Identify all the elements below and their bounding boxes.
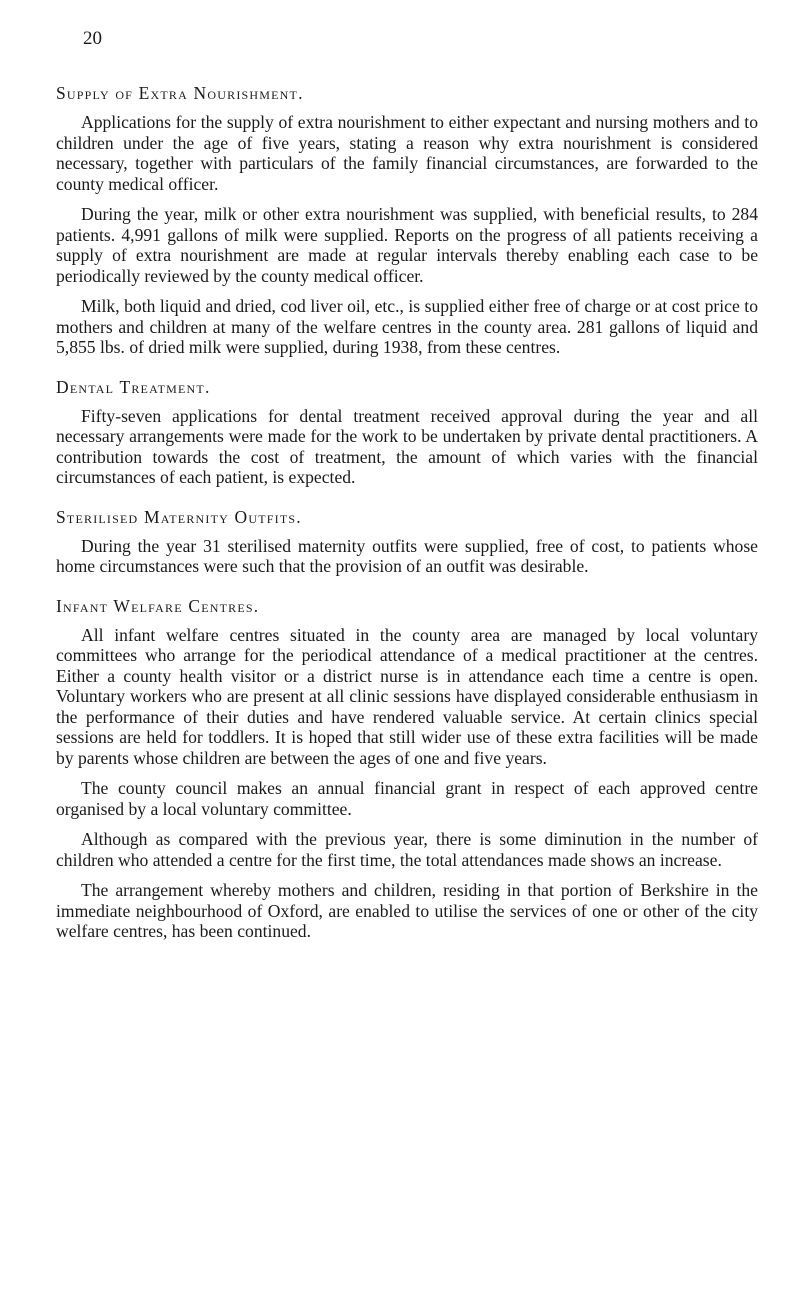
- paragraph: Although as compared with the previous year, there is some diminution in the number of children who attended a centre for the first time, the total attendances made shows an increase.: [56, 829, 758, 870]
- paragraph: All infant welfare centres situated in the county area are managed by local voluntary committees who arrange for the periodical attendance of a medical practitioner at the centres. Either a county health visitor or a district nurse is in attendance each time a centre is open. Voluntary workers who are present at all clinic sessions have displayed considerable enthusiasm in the performance of their duties and have rendered valuable service. At certain clinics special sessions are held for toddlers. It is hoped that still wider use of these extra facilities will be made by parents whose children are between the ages of one and five years.: [56, 624, 758, 768]
- page-number: 20: [83, 28, 102, 49]
- section-heading: Infant Welfare Centres.: [56, 595, 260, 616]
- section-dental-treatment: [56, 374, 758, 488]
- paragraph: Milk, both liquid and dried, cod liver oil, etc., is supplied either free of charge or at cost price to mothers and children at many of the welfare centres in the county area. 281 gallons of liquid and 5,855 lbs. of dried milk were supplied, during 1938, from these centres.: [56, 296, 758, 357]
- section-sterilised-maternity-outfits: [56, 504, 758, 577]
- paragraph: Applications for the supply of extra nourishment to either expectant and nursing mothers and to children under the age of five years, stating a reason why extra nourishment is considered necessary, together with particulars of the family financial circumstances, are forwarded to the county medical officer.: [56, 112, 758, 194]
- paragraph: Fifty-seven applications for dental treatment received approval during the year and all necessary arrangements were made for the work to be undertaken by private dental practitioners. A contribution towards the cost of treatment, the amount of which varies with the financial circumstances of each patient, is expected.: [56, 405, 758, 487]
- section-supply-of-extra-nourishment: [56, 80, 758, 358]
- section-heading: Supply of Extra Nourishment.: [56, 83, 304, 103]
- document-page: [56, 28, 758, 958]
- paragraph: During the year, milk or other extra nourishment was supplied, with beneficial results, to 284 patients. 4,991 gallons of milk were supplied. Reports on the progress of all patients receiving a supply of extra nourishment are made at regular intervals thereby enabling each case to be periodically reviewed by the county medical officer.: [56, 204, 758, 286]
- section-heading: Sterilised Maternity Outfits.: [56, 506, 302, 527]
- paragraph: During the year 31 sterilised maternity outfits were supplied, free of cost, to patients whose home circumstances were such that the provision of an outfit was desirable.: [56, 535, 758, 576]
- paragraph: The county council makes an annual financial grant in respect of each approved centre organised by a local voluntary committee.: [56, 778, 758, 819]
- section-infant-welfare-centres: [56, 593, 758, 942]
- paragraph: The arrangement whereby mothers and children, residing in that portion of Berkshire in the immediate neighbourhood of Oxford, are enabled to utilise the services of one or other of the city welfare centres, has been continued.: [56, 880, 758, 941]
- section-heading: Dental Treatment.: [56, 376, 211, 397]
